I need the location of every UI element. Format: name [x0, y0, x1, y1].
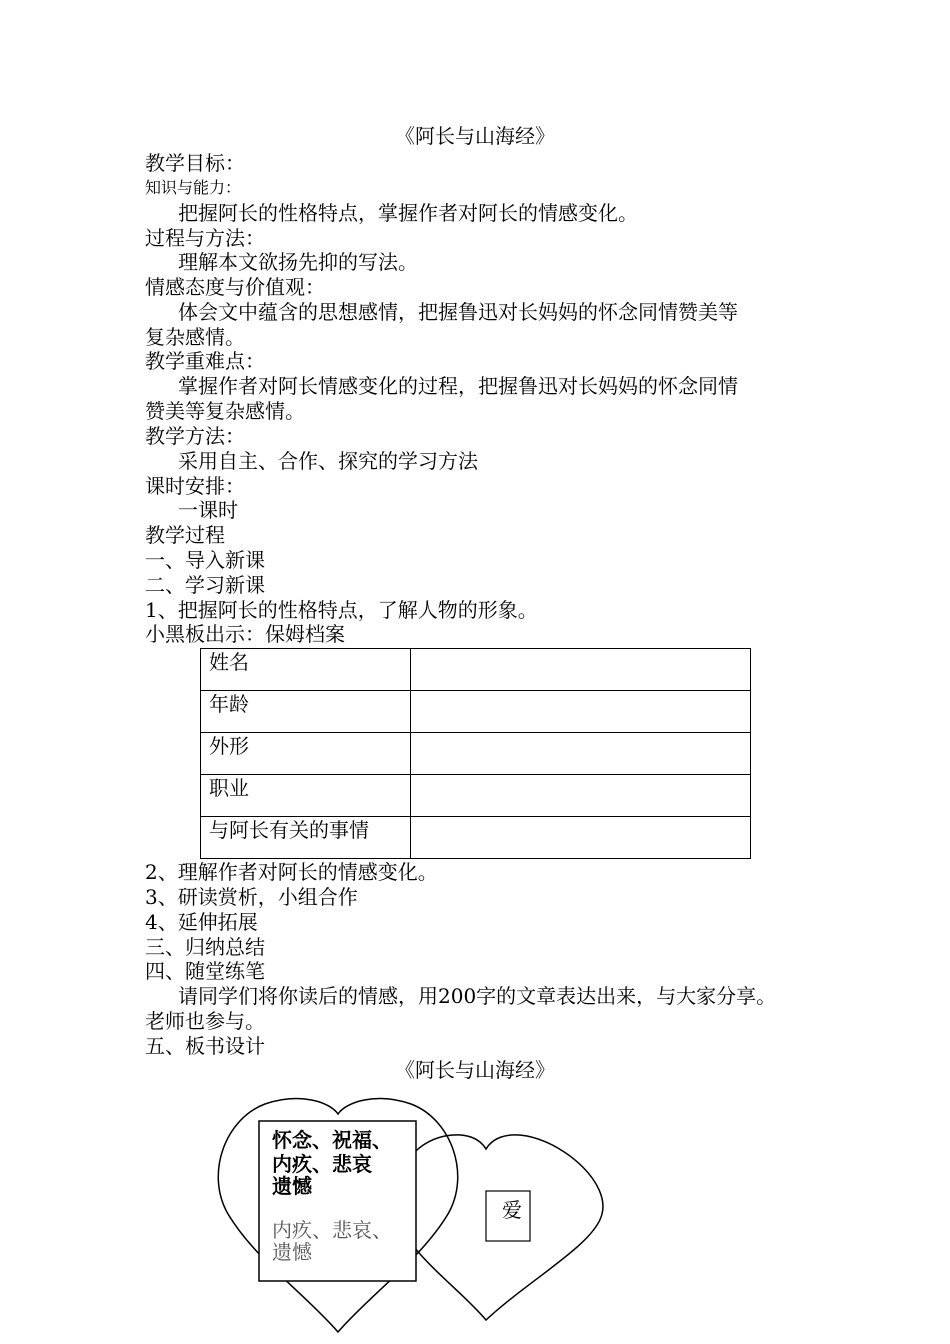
archive-table [200, 648, 751, 859]
archive-value-age [411, 691, 751, 733]
board-design-hearts [210, 1094, 610, 1336]
archive-value-appearance [411, 733, 751, 775]
knowledge-text: 把握阿长的性格特点，掌握作者对阿长的情感变化。 [178, 201, 638, 225]
process-item4: 4、延伸拓展 [145, 910, 258, 934]
table-row [201, 649, 751, 691]
process-method-label: 过程与方法： [145, 226, 265, 250]
practice-text-line2: 老师也参与。 [145, 1009, 265, 1033]
emotion-box-line2: 内疚、悲哀 [272, 1152, 372, 1176]
method-heading: 教学方法： [145, 424, 245, 448]
method-text: 采用自主、合作、探究的学习方法 [178, 449, 478, 473]
process-step1: 一、导入新课 [145, 548, 265, 572]
schedule-heading: 课时安排： [145, 474, 245, 498]
archive-label-events: 与阿长有关的事情 [201, 817, 411, 859]
practice-text-line1: 请同学们将你读后的情感，用200字的文章表达出来，与大家分享。 [178, 984, 777, 1008]
process-method-text: 理解本文欲扬先抑的写法。 [178, 250, 418, 274]
board-design-title: 《阿长与山海经》 [395, 1058, 555, 1082]
process-step2: 二、学习新课 [145, 573, 265, 597]
emotion-box-gray-line1: 内疚、悲哀、 [272, 1218, 392, 1242]
knowledge-label: 知识与能力： [145, 178, 242, 197]
attitude-text-line2: 复杂感情。 [145, 325, 245, 349]
table-row [201, 691, 751, 733]
process-item2: 2、理解作者对阿长的情感变化。 [145, 860, 438, 884]
objectives-heading: 教学目标： [145, 151, 245, 175]
table-row [201, 817, 751, 859]
archive-label-age: 年龄 [201, 691, 411, 733]
emotion-box-line3: 遗憾 [272, 1174, 312, 1198]
table-row [201, 775, 751, 817]
table-row [201, 733, 751, 775]
process-heading: 教学过程 [145, 523, 225, 547]
archive-label-occupation: 职业 [201, 775, 411, 817]
archive-label-appearance: 外形 [201, 733, 411, 775]
process-step3: 三、归纳总结 [145, 935, 265, 959]
archive-label-name: 姓名 [201, 649, 411, 691]
attitude-label: 情感态度与价值观： [145, 275, 325, 299]
key-points-text-line1: 掌握作者对阿长情感变化的过程，把握鲁迅对长妈妈的怀念同情 [178, 374, 738, 398]
document-title: 《阿长与山海经》 [395, 124, 555, 148]
archive-value-events [411, 817, 751, 859]
archive-value-occupation [411, 775, 751, 817]
schedule-text: 一课时 [178, 498, 238, 522]
key-points-heading: 教学重难点： [145, 349, 265, 373]
process-step4: 四、随堂练笔 [145, 959, 265, 983]
process-item1: 1、把握阿长的性格特点，了解人物的形象。 [145, 598, 538, 622]
attitude-text-line1: 体会文中蕴含的思想感情，把握鲁迅对长妈妈的怀念同情赞美等 [178, 300, 738, 324]
love-label: 爱 [502, 1198, 522, 1222]
process-step5: 五、板书设计 [145, 1034, 265, 1058]
board-caption: 小黑板出示：保姆档案 [145, 622, 345, 646]
emotion-box-line1: 怀念、祝福、 [272, 1128, 392, 1152]
process-item3: 3、研读赏析，小组合作 [145, 885, 358, 909]
emotion-box-gray-line2: 遗憾 [272, 1240, 312, 1264]
archive-value-name [411, 649, 751, 691]
key-points-text-line2: 赞美等复杂感情。 [145, 399, 305, 423]
